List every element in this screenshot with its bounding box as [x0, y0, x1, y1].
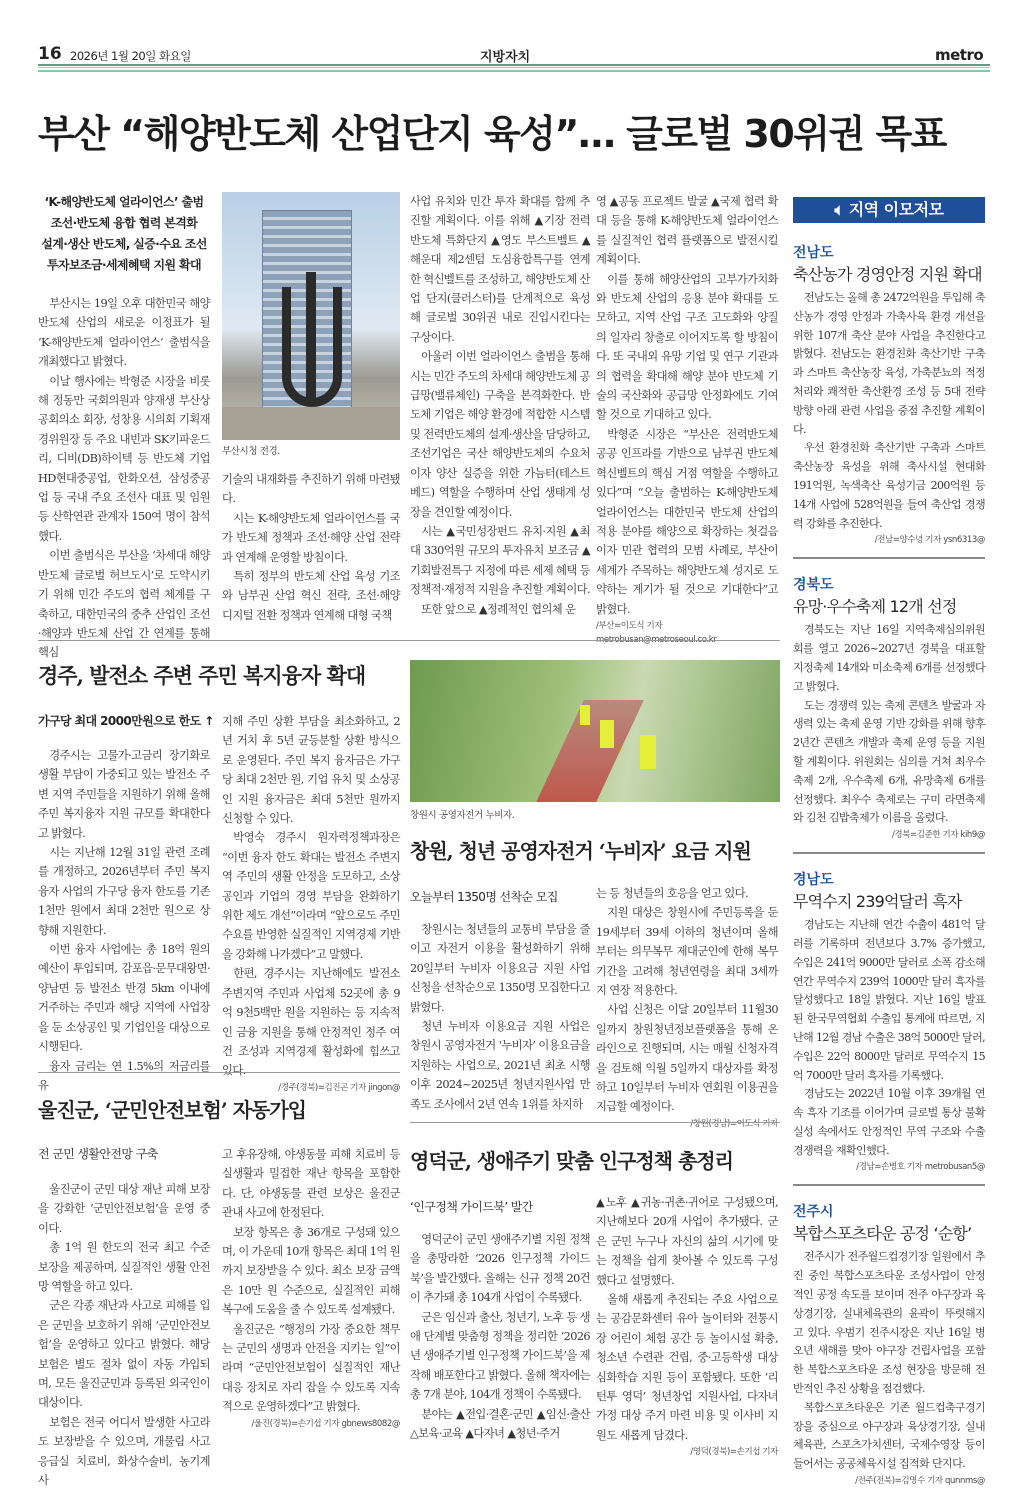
paragraph: 창원시는 청년들의 교통비 부담을 줄이고 자전거 이용을 활성화하기 위해 20일부터 누비자 이용요금 지원 사업 신청을 선착순으로 1350명 모집한다고 밝혔다.: [410, 923, 590, 1014]
paragraph: 전주시가 전주월드컵경기장 일원에서 추진 중인 복합스포츠타운 조성사업이 안정적인 공정 속도를 보이며 전주 야구장과 육상경기장, 실내체육관의 윤곽이 뚜렷해지고 있다. 우범기 전주시장은 지난 16일 병오년 새해를 맞아 야구장 건립사업을 포함한 복합스포츠타운 조성 현장을 방문해 전반적인 추진 상황을 점검했다.: [793, 1250, 985, 1396]
paragraph: 분야는 ▲전입·결혼·군민 ▲임신·출산 △보육·교육 ▲다자녀 ▲청년·주거: [410, 1407, 590, 1441]
paragraph: 특히 정부의 반도체 산업 육성 기조와 남부권 산업 혁신 전략, 조선·해양 디지털 전환 정책과 연계해 대형 국책: [222, 570, 400, 622]
paragraph: 울진군은 “행정의 가장 중요한 책무는 군민의 생명과 안전을 지키는 일”이라며 “군민안전보험이 실질적인 재난 대응 장치로 자리 잡을 수 있도록 지속적으로 운영하겠다”고 밝혔다.: [222, 1322, 400, 1414]
section-divider: [38, 1072, 400, 1073]
sidebar-title: 복합스포츠타운 공정 ‘순항’: [793, 1224, 972, 1244]
sidebar-region: 전주시: [793, 1204, 834, 1221]
sidebar-article: [793, 289, 985, 547]
sidebar-article: [793, 621, 985, 842]
paragraph: 시는 ▲국민성장펀드 유치·지원 ▲최대 330억원 규모의 투자유치 보조금 ▲기회발전특구 지정에 따른 세제 혜택 등 정책적·재정적 지원을 추진할 계획이다.: [410, 524, 590, 597]
paragraph: 사업 유치와 민간 투자 확대를 함께 추진할 계획이다. 이를 위해 ▲기장 전력반도체 특화단지 ▲영도 부스트벨트 ▲해운대 제2센텀 도심융합특구를 연계한 혁신벨트를 조성하고, 해양반도체 산업 단지(클러스터)를 단계적으로 육성해 글로벌 30위권 내로 진입시킨다는 구상이다.: [410, 195, 590, 344]
gyeongju-headline: 경주, 발전소 주변 주민 복지융자 확대: [38, 663, 366, 688]
busan-col-2: [222, 470, 400, 625]
paragraph: 경북도는 지난 16일 지역축제심의위원회를 열고 2026~2027년 경북을 대표할 지정축제 14개와 미소축제 6개를 선정했다고 밝혔다.: [793, 623, 985, 693]
paragraph: 사업 신청은 이달 20일부터 11월30일까지 창원청년정보플랫폼을 통해 온라인으로 진행되며, 시는 매월 신청자격을 검토해 익월 5일까지 대상자를 확정하고 10일부터 누비자 연회원 이용권을 지급할 예정이다.: [596, 1003, 778, 1114]
paragraph: 영덕군이 군민 생애주기별 지원 정책을 총망라한 ‘2026 인구정책 가이드북’을 발간했다. 올해는 신규 정책 20건이 추가돼 총 104개 사업이 수록됐다.: [410, 1233, 590, 1305]
sidebar-region: 전남도: [793, 245, 834, 261]
paragraph: 올해 새롭게 추진되는 주요 사업으로는 공감문화센터 유아 놀이터와 전통시장 어린이 체험 공간 등 놀이시설 확충, 청소년 수련관 건립, 중·고등학생 대상 심화학습 지원 등이 포함됐다. 또한 ‘리턴투 영덕’ 청년창업 지원사업, 다자녀 가정 대상 주거 마련 비용 및 이사비 지원도 새롭게 담겼다.: [596, 1293, 778, 1442]
section-divider: [410, 1122, 780, 1123]
changwon-deck: 오늘부터 1350명 선착순 모집: [410, 890, 558, 904]
paragraph: 박영숙 경주시 원자력정책과장은 “이번 융자 한도 확대는 발전소 주변지역 주민의 생활 안정을 도모하고, 소상공인과 기업의 경영 부담을 완화하기 위한 제도 개선”이라며 “앞으로도 주민 수요를 반영한 실질적인 지역경제 기반을 강화해 나가겠다”고 말했다.: [222, 831, 400, 961]
yeongdeok-byline: /영덕(경북)=손기섭 기자: [690, 1447, 778, 1458]
busan-subheads: ‘K-해양반도체 얼라이언스’ 출범 조선·반도체 융합 협력 본격화 설계·생산 반도체, 실증·수요 조선 투자보조금·세제혜택 지원 확대: [41, 195, 207, 272]
paragraph: 시는 지난해 12월 31일 관련 조례를 개정하고, 2026년부터 주민 복지융자 사업의 가구당 융자 한도를 기존 1천만 원에서 최대 2천만 원으로 상향해 지원한다.: [38, 846, 210, 937]
gyeongju-col-2: [222, 712, 400, 1095]
main-headline: 부산 “해양반도체 산업단지 육성”… 글로벌 30위권 목표: [38, 112, 946, 156]
paragraph: 전남도는 올해 총 2472억원을 투입해 축산농가 경영 안정과 가축사육 환경 개선을 위한 107개 축산 분야 사업을 추진한다고 밝혔다. 전남도는 환경친화 축산기반 구축과 스마트 축산농장 육성, 가축분뇨의 적정 처리와 쾌적한 축산환경 조성 등 5대 전략 방향 아래 관련 사업을 중점 추진할 계획이다.: [793, 291, 985, 436]
busan-col-1: [38, 192, 210, 663]
paragraph: 울진군이 군민 대상 재난 피해 보장을 강화한 ‘군민안전보험’을 운영 중이다.: [38, 1183, 210, 1235]
sidebar-article: [793, 916, 985, 1174]
yeongdeok-headline: 영덕군, 생애주기 맞춤 인구정책 총정리: [410, 1149, 733, 1173]
paragraph: 한편, 경주시는 지난해에도 발전소 주변지역 주민과 사업체 52곳에 총 9억 9천5백만 원을 지원하는 등 지속적인 금융 지원을 통해 안정적인 정주 여건 조성과 지역경제 활성화에 힘쓰고 있다.: [222, 967, 400, 1078]
paragraph: 박형준 시장은 “부산은 전력반도체 공공 인프라를 기반으로 남부권 반도체 혁신벨트의 핵심 거점 역할을 수행하고 있다”며 “오늘 출범하는 K-해양반도체 얼라이언스는 대한민국 반도체 산업의 적용 분야를 해양으로 확장하는 첫걸음이자 민관 협력의 모범 사례로, 부산이 세계가 주목하는 해양반도체 성지로 도약하는 계기가 될 것으로 기대한다”고 밝혔다.: [596, 427, 778, 616]
paragraph: 이번 출범식은 부산을 ‘차세대 해양반도체 글로벌 허브도시’로 도약시키기 위해 민간 주도의 협력 체계를 구축하고, 대한민국의 중추 산업인 조선·해양과 반도체 산업 간 연계를 통해 핵심: [38, 549, 210, 660]
sidebar-title: 유망·우수축제 12개 선정: [793, 597, 957, 617]
uljin-col-1: [38, 1180, 210, 1491]
sidebar-item: [793, 852, 985, 1184]
paragraph: 군은 각종 재난과 사고로 피해를 입은 군민을 보호하기 위해 ‘군민안전보험’을 운영하고 있다고 밝혔다. 해당 보험은 별도 절차 없이 자동 가입되며, 모든 울진군민과 등록된 외국인이 대상이다.: [38, 1299, 210, 1410]
paragraph: 는 등 청년들의 호응을 얻고 있다.: [596, 887, 749, 900]
busan-col-3: [410, 192, 590, 619]
metro-logo: metro: [935, 46, 984, 64]
sidebar-byline: /전남=양수녕 기자 ysn6313@: [874, 535, 985, 546]
sidebar-region: 경남도: [793, 872, 834, 889]
paragraph: 부산시는 19일 오후 대한민국 해양반도체 산업의 새로운 이정표가 될 ‘K-해양반도체 얼라이언스’ 출범식을 개최했다고 밝혔다.: [38, 297, 210, 369]
paragraph: 총 1억 원 한도의 전국 최고 수준 보장을 제공하며, 실질적인 생활 안전망 역할을 하고 있다.: [38, 1241, 210, 1294]
paragraph: 군은 임신과 출산, 청년기, 노후 등 생애 단계별 맞춤형 정책을 정리한 ‘2026년 생애주기별 인구정책 가이드북’을 제작해 배포한다고 밝혔다. 올해 책자에는 총 7개 분야, 104개 정책이 수록됐다.: [410, 1310, 590, 1402]
busan-city-hall-photo: [222, 192, 400, 440]
speaker-icon: 🔈︎: [834, 200, 844, 219]
paragraph: 보험은 전국 어디서 발생한 사고라도 보장받을 수 있으며, 개물림 사고 응급실 치료비, 화상수술비, 농기계 사: [38, 1415, 210, 1488]
paragraph: 이날 행사에는 박형준 시장을 비롯해 정동만 국회의원과 양재생 부산상공회의소 회장, 성창용 시의회 기획재경위원장 등 주요 내빈과 SK키파운드리, 디비(DB)하이텍 등 반도체 기업 HD현대중공업, 한화오션, 삼성중공업 등 국내 주요 조선사 대표 및 임원 등 산학연관 관계자 150여 명이 참석했다.: [38, 374, 210, 543]
paragraph: ▲노후 ▲귀농·귀촌·귀어로 구성됐으며, 지난해보다 20개 사업이 추가됐다. 군은 군민 누구나 자신의 삶의 시기에 맞는 정책을 쉽게 찾아볼 수 있도록 구성했다고 설명했다.: [596, 1196, 778, 1287]
sidebar-item: [793, 1184, 985, 1498]
paragraph: 아울러 이번 얼라이언스 출범을 통해 시는 민간 주도의 차세대 해양반도체 공급망(밸류체인) 구축을 본격화한다. 반도체 기업은 해양 환경에 적합한 시스템 및 전력반도체의 설계·생산을 담당하고, 조선기업은 국산 해양반도체의 수요처이자 양산 실증을 위한 가늠터(테스트 베드) 역할을 수행하며 산업 생태계 성장을 견인할 예정이다.: [410, 350, 590, 519]
paragraph: 이를 통해 해양산업의 고부가가치화와 반도체 산업의 응용 분야 확대를 도모하고, 지역 산업 구조 고도화와 양질의 일자리 창출로 이어지도록 할 방침이다. 또 국내외 유망 기업 및 연구 기관과의 협력을 확대해 해양 분야 반도체 기술의 국산화와 공급망 안정화에도 기여할 것으로 기대하고 있다.: [596, 272, 778, 422]
paragraph: 경주시는 고물가·고금리 장기화로 생활 부담이 가중되고 있는 발전소 주변 지역 주민들을 지원하기 위해 올해 주민 복지융자 지원 규모를 확대한다고 밝혔다.: [38, 749, 210, 840]
sidebar-title: 무역수지 239억달러 흑자: [793, 892, 962, 912]
paragraph: 청년 누비자 이용요금 지원 사업은 창원시 공영자전거 ‘누비자’ 이용요금을 지원하는 사업으로, 2021년 최초 시행 이후 2024~2025년 청년지원사업 만족도 조사에서 2년 연속 1위를 차지하: [410, 1020, 590, 1111]
uljin-col-2: [222, 1145, 400, 1431]
sidebar-region: 경북도: [793, 577, 834, 594]
changwon-byline: /창원(경남)=이도식 기자: [690, 1118, 778, 1129]
yeongdeok-col-1: [410, 1230, 590, 1443]
paragraph: 또한 앞으로 ▲정례적인 협의체 운: [421, 602, 576, 616]
paragraph: 융자 금리는 연 1.5%의 저금리를 유: [38, 1059, 210, 1092]
sidebar-banner: 🔈︎ 지역 이모저모: [793, 197, 985, 223]
paragraph: 기술의 내재화를 추진하기 위해 마련됐다.: [222, 473, 400, 506]
paragraph: 경남도는 지난해 연간 수출이 481억 달러를 기록하며 전년보다 3.7% 증가했고, 수입은 241억 9000만 달러로 소폭 감소해 연간 무역수지 239억 1000만 달러 흑자를 달성했다고 18일 밝혔다. 지난 16일 발표된 한국무역협회 수출입 통계에 따르면, 지난해 12월 경남 수출은 38억 5000만 달러, 수입은 22억 8000만 달러로 무역수지 15억 7000만 달러 흑자를 기록했다.: [793, 918, 985, 1082]
gyeongju-byline: /경주(경북)=김진곤 기자 jingon@: [278, 1082, 400, 1093]
sidebar-news: [793, 243, 985, 1498]
section-divider: [38, 640, 780, 641]
gyeongju-col-1: [38, 746, 210, 1095]
paragraph: 이번 융자 사업에는 총 18억 원의 예산이 투입되며, 감포읍·문무대왕면·양남면 등 발전소 반경 5km 이내에 거주하는 주민과 해당 지역에 사업장을 둔 소상공인 및 기업인을 대상으로 시행된다.: [38, 943, 210, 1054]
changwon-photo-caption: 창원시 공영자전거 누비자.: [410, 810, 515, 821]
nubija-bike-photo: [410, 660, 780, 802]
gyeongju-deck: 가구당 최대 2000만원으로 한도 ↑: [38, 714, 214, 728]
sidebar-byline: /전주(전북)=김명수 기자 qunnms@: [855, 1476, 985, 1487]
busan-col-4: [596, 192, 778, 647]
paragraph: 도는 경쟁력 있는 축제 콘텐츠 발굴과 자생력 있는 축제 운영 기반 강화를 위해 향후 2년간 콘텐츠 개발과 축제 운영 등을 지원할 계획이다. 위원회는 심의를 거쳐 최우수 축제 2개, 우수축제 6개, 유망축제 6개를 선정했다. 최우수 축제로는 구미 라면축제와 김천 김밥축제가 이름을 올렸다.: [793, 698, 985, 825]
section-title: 지방자치: [480, 50, 531, 65]
changwon-headline: 창원, 청년 공영자전거 ‘누비자’ 요금 지원: [410, 839, 751, 863]
yeongdeok-col-2: [596, 1193, 778, 1459]
busan-photo-caption: 부산시청 전경.: [222, 446, 280, 457]
paragraph: 지원 대상은 창원시에 주민등록을 둔 19세부터 39세 이하의 청년이며 올해부터는 의무복무 제대군인에 한해 복무기간을 고려해 청년연령을 최대 3세까지 연장 적용한다.: [596, 906, 778, 998]
sidebar-article: [793, 1248, 985, 1488]
uljin-headline: 울진군, ‘군민안전보험’ 자동가입: [38, 1098, 306, 1122]
paragraph: 우선 환경친화 축산기반 구축과 스마트 축산농장 육성을 위해 축사시설 현대화 191억원, 녹색축산 육성기금 200억원 등 14개 사업에 528억원을 들여 축산업 경쟁력 강화를 추진한다.: [793, 441, 985, 530]
sidebar-title: 축산농가 경영안정 지원 확대: [793, 265, 982, 284]
paragraph: 복합스포츠타운은 기존 월드컵축구경기장을 중심으로 야구장과 육상경기장, 실내체육관, 스포츠가치센터, 국제수영장 등이 들어서는 공공체육시설 집적화 단지다.: [793, 1400, 985, 1471]
changwon-col-2: [596, 884, 778, 1131]
sidebar-byline: /경남=손병호 기자 metrobusan5@: [856, 1162, 985, 1173]
header-divider: [38, 64, 990, 72]
sidebar-byline: /경북=김준한 기자 kih9@: [891, 830, 985, 841]
sidebar-item: [793, 243, 985, 557]
paragraph: 보장 항목은 총 36개로 구성돼 있으며, 이 가운데 10개 항목은 최대 1억 원까지 보장받을 수 있다. 최소 보장 금액은 10만 원 수준으로, 실질적인 피해 복구에 도움을 줄 수 있도록 설계됐다.: [222, 1225, 400, 1317]
paragraph: 경남도는 2022년 10월 이후 39개월 연속 흑자 기조를 이어가며 글로벌 통상 불확실성 속에서도 안정적인 무역 구조와 수출 경쟁력을 재확인했다.: [793, 1087, 985, 1157]
page-number: 16: [38, 44, 62, 64]
issue-date: 2026년 1월 20일 화요일: [70, 49, 191, 63]
changwon-col-1: [410, 920, 590, 1114]
uljin-deck: 전 군민 생활안전망 구축: [38, 1147, 158, 1161]
busan-byline: /부산=이도식 기자 metrobusan@metroseoul.co.kr: [596, 620, 717, 645]
paragraph: 시는 K-해양반도체 얼라이언스를 국가 반도체 정책과 조선·해양 산업 전략과 연계해 운영할 방침이다.: [222, 511, 400, 564]
paragraph: 고 후유장해, 야생동물 피해 치료비 등 실생활과 밀접한 재난 항목을 포함한다. 단, 야생동물 관련 보상은 울진군 관내 사고에 한정된다.: [222, 1148, 400, 1220]
uljin-byline: /울진(경북)=손기섭 기자 gbnews8082@: [251, 1418, 400, 1429]
paragraph: 영 ▲공동 프로젝트 발굴 ▲국제 협력 확대 등을 통해 K-해양반도체 얼라이언스를 실질적인 협력 플랫폼으로 발전시킬 계획이다.: [596, 195, 778, 267]
paragraph: 지해 주민 상환 부담을 최소화하고, 2년 거치 후 5년 균등분할 상환 방식으로 운영된다. 주민 복지 융자금은 가구당 최대 2천만 원, 기업 유치 및 소상공인 지원 융자금은 최대 5천만 원까지 신청할 수 있다.: [222, 715, 400, 826]
yeongdeok-deck: ‘인구정책 가이드북’ 발간: [410, 1200, 533, 1214]
sidebar-item: [793, 557, 985, 852]
